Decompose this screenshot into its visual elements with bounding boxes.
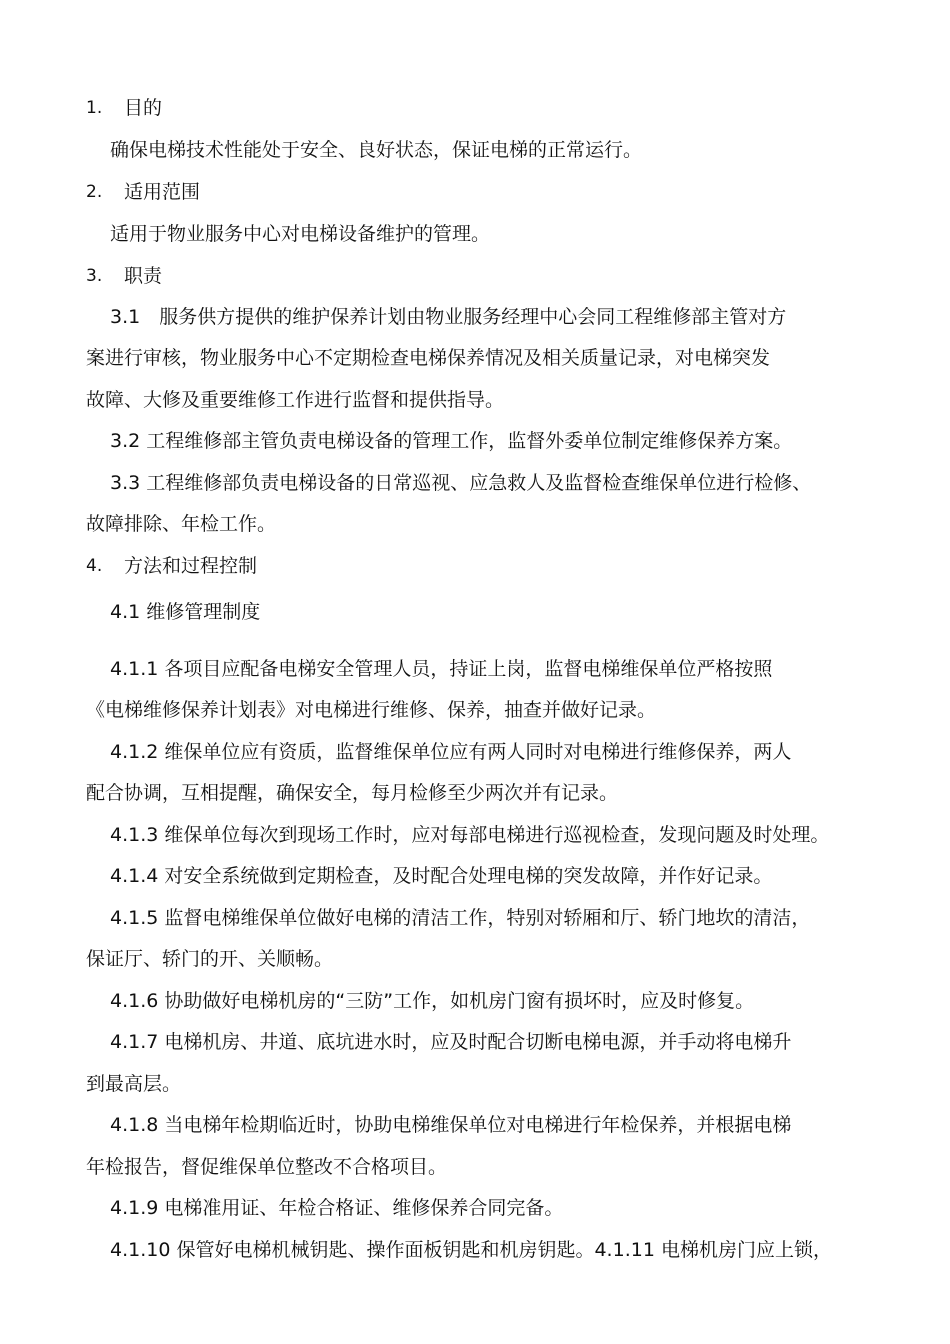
clause-4-1-9-line: 4.1.9 电梯准用证、年检合格证、维修保养合同完备。 xyxy=(110,1197,564,1219)
section-heading: 目的 xyxy=(124,97,163,119)
clause-3-3-line: 故障排除、年检工作。 xyxy=(86,513,277,535)
clause-4-1-2-line: 4.1.2 维保单位应有资质，监督维保单位应有两人同时对电梯进行维修保养，两人 xyxy=(110,741,792,763)
section-heading: 职责 xyxy=(124,265,163,287)
clause-3-1-line: 故障、大修及重要维修工作进行监督和提供指导。 xyxy=(86,389,505,411)
clause-4-1-6-line: 4.1.6 协助做好电梯机房的“三防”工作，如机房门窗有损坏时，应及时修复。 xyxy=(110,990,755,1012)
clause-4-1-5-line: 保证厅、轿门的开、关顺畅。 xyxy=(86,948,334,970)
section-number: 1. xyxy=(86,98,103,118)
clause-3-1-line: 案进行审核，物业服务中心不定期检查电梯保养情况及相关质量记录，对电梯突发 xyxy=(86,347,771,369)
clause-4-1-7-line: 到最高层。 xyxy=(86,1073,182,1095)
clause-3-2-line: 3.2 工程维修部主管负责电梯设备的管理工作，监督外委单位制定维修保养方案。 xyxy=(110,430,793,452)
paragraph-line: 适用于物业服务中心对电梯设备维护的管理。 xyxy=(110,223,491,245)
section-number: 2. xyxy=(86,182,103,202)
clause-4-1-1-line: 4.1.1 各项目应配备电梯安全管理人员，持证上岗，监督电梯维保单位严格按照 xyxy=(110,658,773,680)
section-heading: 适用范围 xyxy=(124,181,201,203)
clause-4-1-10-line: 4.1.10 保管好电梯机械钥匙、操作面板钥匙和机房钥匙。4.1.11 电梯机房门应上锁， xyxy=(110,1239,832,1261)
clause-4-1-2-line: 配合协调，互相提醒，确保安全，每月检修至少两次并有记录。 xyxy=(86,782,619,804)
section-number: 4. xyxy=(86,556,103,576)
paragraph-line: 确保电梯技术性能处于安全、良好状态，保证电梯的正常运行。 xyxy=(110,139,643,161)
clause-4-1-7-line: 4.1.7 电梯机房、井道、底坑进水时，应及时配合切断电梯电源，并手动将电梯升 xyxy=(110,1031,792,1053)
section-heading: 方法和过程控制 xyxy=(124,555,258,577)
clause-4-1-4-line: 4.1.4 对安全系统做到定期检查，及时配合处理电梯的突发故障，并作好记录。 xyxy=(110,865,773,887)
section-number: 3. xyxy=(86,266,103,286)
clause-4-1-5-line: 4.1.5 监督电梯维保单位做好电梯的清洁工作，特别对轿厢和厅、轿门地坎的清洁， xyxy=(110,907,811,929)
clause-4-1-3-line: 4.1.3 维保单位每次到现场工作时，应对每部电梯进行巡视检查，发现问题及时处理。 xyxy=(110,824,830,846)
clause-3-1-line: 3.1 服务供方提供的维护保养计划由物业服务经理中心会同工程维修部主管对方 xyxy=(110,306,787,328)
clause-3-3-line: 3.3 工程维修部负责电梯设备的日常巡视、应急救人及监督检查维保单位进行检修、 xyxy=(110,472,812,494)
clause-4-1-1-line: 《电梯维修保养计划表》对电梯进行维修、保养，抽查并做好记录。 xyxy=(86,699,657,721)
clause-4-1-8-line: 年检报告，督促维保单位整改不合格项目。 xyxy=(86,1156,448,1178)
clause-4-1-8-line: 4.1.8 当电梯年检期临近时，协助电梯维保单位对电梯进行年检保养，并根据电梯 xyxy=(110,1114,792,1136)
subsection-heading: 4.1 维修管理制度 xyxy=(110,601,261,623)
